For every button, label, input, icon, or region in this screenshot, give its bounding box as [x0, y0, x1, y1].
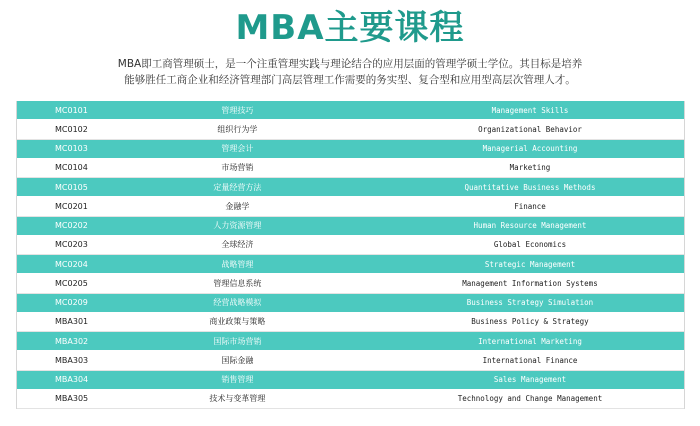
- course-name-en: Managerial Accounting: [482, 144, 578, 153]
- table-row: [17, 120, 684, 139]
- course-name-en: Marketing: [509, 163, 551, 173]
- course-name-cn: 管理信息系统: [213, 278, 262, 288]
- course-name-cn: 定量经营方法: [213, 182, 262, 192]
- course-name-cn: 国际金融: [221, 355, 254, 365]
- table-row: [17, 351, 684, 370]
- intro-line-1: MBA即工商管理硕士，是一个注重管理实践与理论结合的应用层面的管理学硕士学位。其目标是培养: [117, 58, 583, 70]
- course-name-cn: 金融学: [225, 201, 250, 211]
- table-row: [17, 236, 684, 255]
- course-name-cn: 战略管理: [221, 259, 254, 269]
- course-code: MBA304: [55, 375, 89, 384]
- course-name-cn: 组织行为学: [217, 124, 258, 134]
- table-row: [17, 390, 684, 409]
- course-name-en: Business Strategy Simulation: [466, 298, 594, 307]
- course-code: MC0202: [55, 221, 88, 230]
- course-code: MBA303: [55, 355, 89, 365]
- course-code: MC0205: [55, 278, 88, 288]
- course-name-en: Sales Management: [493, 375, 567, 384]
- course-name-en: Human Resource Management: [473, 221, 587, 230]
- course-code: MC0103: [55, 144, 88, 153]
- course-name-en: Strategic Management: [484, 259, 576, 269]
- course-name-en: Organizational Behavior: [478, 124, 582, 134]
- table-row: [17, 159, 684, 178]
- course-name-en: International Marketing: [478, 336, 582, 346]
- course-code: MBA302: [55, 336, 89, 346]
- course-name-en: Management Skills: [491, 105, 569, 115]
- course-name-cn: 国际市场营销: [213, 336, 262, 346]
- course-code: MC0203: [55, 240, 88, 250]
- table-row: [17, 274, 684, 293]
- course-name-cn: 管理会计: [221, 144, 254, 153]
- course-name-cn: 技术与变革管理: [209, 394, 266, 404]
- course-code: MC0201: [55, 201, 88, 211]
- course-table: [16, 101, 685, 409]
- course-name-cn: 管理技巧: [221, 105, 254, 115]
- course-code: MBA305: [55, 394, 89, 404]
- course-name-en: Management Information Systems: [462, 278, 598, 288]
- table-row: [17, 313, 684, 332]
- course-name-en: Business Policy & Strategy: [471, 317, 589, 327]
- course-name-cn: 全球经济: [221, 240, 254, 250]
- course-code: MC0209: [55, 298, 88, 307]
- table-row: [17, 332, 684, 351]
- course-name-en: Quantitative Business Methods: [464, 182, 596, 192]
- course-code: MC0101: [55, 105, 88, 115]
- page-title: MBA主要课程: [235, 8, 465, 48]
- course-code: MC0105: [55, 182, 88, 192]
- course-name-en: Technology and Change Management: [457, 394, 603, 404]
- course-code: MC0204: [55, 259, 88, 269]
- table-row: [17, 197, 684, 216]
- table-row: [17, 294, 684, 313]
- table-row: [17, 101, 684, 120]
- course-name-en: Finance: [514, 201, 546, 211]
- table-row: [17, 217, 684, 236]
- table-row: [17, 178, 684, 197]
- table-row: [17, 371, 684, 390]
- course-name-cn: 市场营销: [221, 163, 254, 173]
- course-name-cn: 销售管理: [221, 375, 254, 384]
- course-name-cn: 人力资源管理: [213, 221, 262, 230]
- course-name-cn: 经营战略模拟: [213, 298, 262, 307]
- course-name-cn: 商业政策与策略: [209, 317, 266, 327]
- course-code: MBA301: [55, 317, 89, 327]
- intro-line-2: 能够胜任工商企业和经济管理部门高层管理工作需要的务实型、复合型和应用型高层次管理人才。: [124, 74, 576, 86]
- table-row: [17, 140, 684, 159]
- table-row: [17, 255, 684, 274]
- course-name-en: International Finance: [482, 355, 578, 365]
- course-name-en: Global Economics: [493, 240, 567, 250]
- intro-paragraph: [95, 56, 605, 88]
- course-code: MC0104: [55, 163, 88, 173]
- course-code: MC0102: [55, 124, 88, 134]
